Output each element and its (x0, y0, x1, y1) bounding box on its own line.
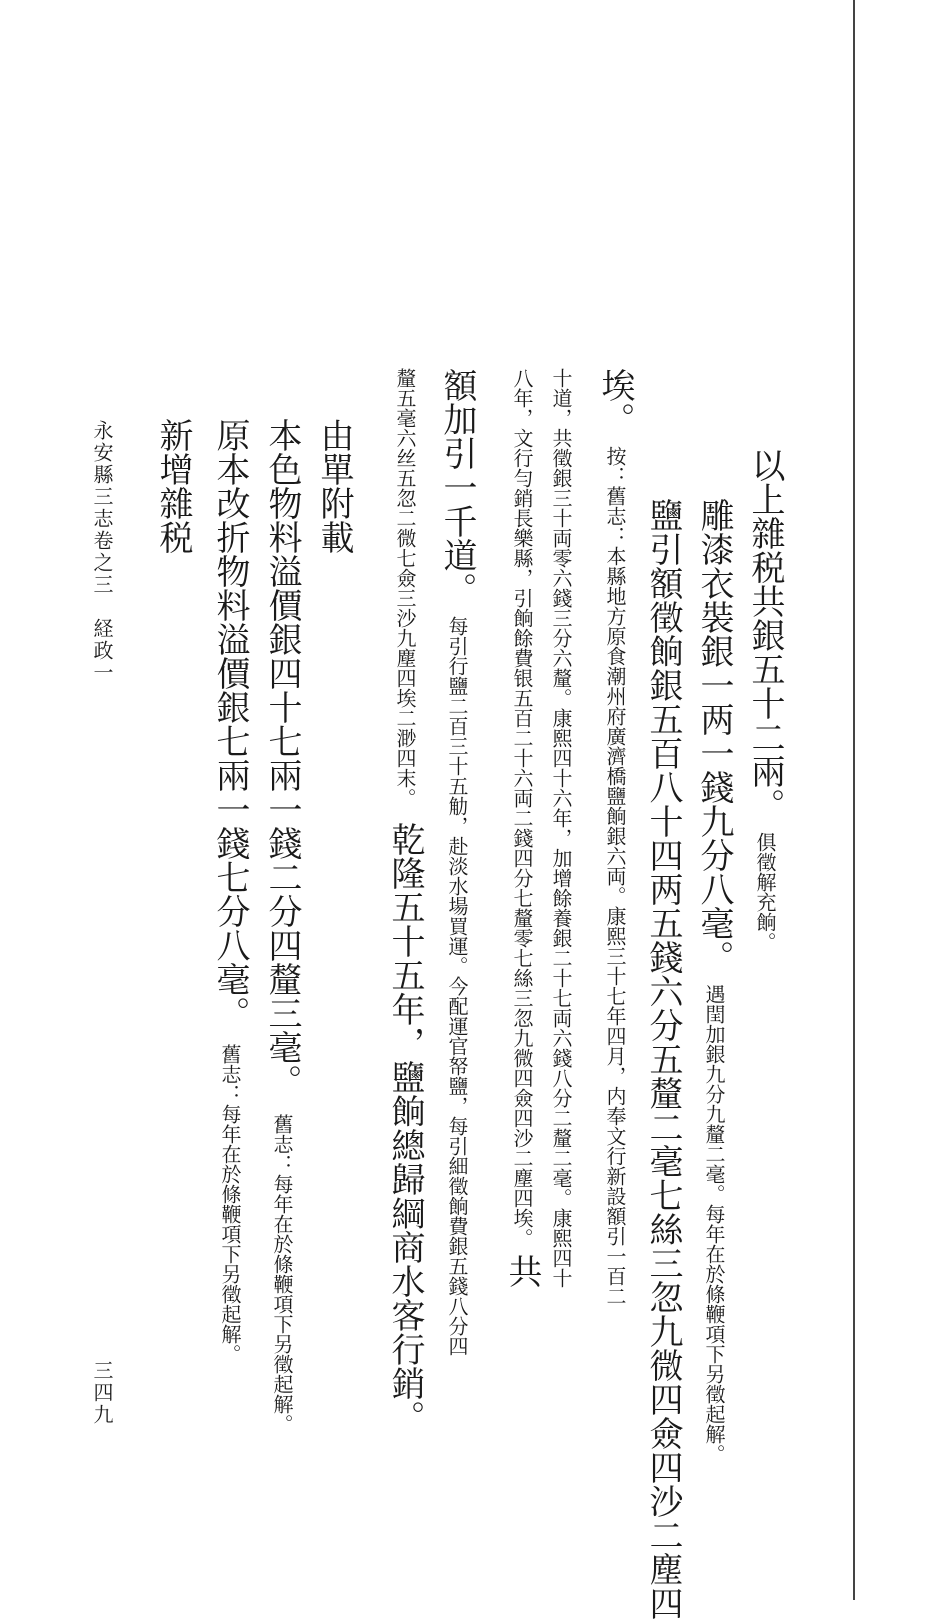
main-text: 鹽引額徵餉銀五百八十四两五錢六分五釐二毫七絲三忽九微四僉四沙二塵四 (643, 498, 683, 1620)
annotation-text: 遇閏加銀九分九釐二毫。每年在於條鞭項下另徵起解。 (702, 984, 726, 1464)
annotation-text: 釐五毫六丝五忽二微七僉三沙九塵四埃二渺四末。 (393, 368, 417, 808)
main-text: 以上雜税共銀五十二兩。 (745, 448, 785, 822)
text-column-7 (437, 368, 477, 1356)
text-column-11 (210, 418, 250, 1364)
page-number: 三四九 (90, 1360, 114, 1426)
main-text: 額加引一千道。 (437, 368, 477, 606)
annotation-text: 按：舊志：本縣地方原食潮州府廣濟橋鹽餉銀六両。康熙三十七年四月，内奉文行新設額引一百二 (603, 446, 627, 1306)
running-title: 永安縣三志卷之三 経政一 (90, 420, 114, 684)
section-heading: 由單附載 (314, 418, 354, 554)
page-edge-line (853, 0, 855, 1600)
text-column-6 (502, 368, 542, 1288)
annotation-text: 俱徵解充餉。 (753, 832, 777, 952)
main-text: 共 (502, 1254, 542, 1288)
main-text: 埃。 (595, 368, 635, 436)
text-column-10 (262, 418, 302, 1434)
main-text: 乾隆五十五年，鹽餉總歸綱商水客行銷。 (385, 822, 425, 1434)
text-column-9 (314, 418, 354, 554)
annotation-text: 每引行鹽二百三十五觔，赴淡水場買運。今配運官帑鹽，每引細徵餉費銀五錢八分四 (445, 616, 469, 1356)
annotation-text: 八年，文行勻銷長樂縣，引餉餘費银五百二十六両二錢四分七釐零七絲三忽九微四僉四沙二塵四埃。 (510, 368, 534, 1248)
text-column-5 (551, 368, 571, 1288)
text-column-8 (385, 368, 425, 1434)
main-text: 本色物料溢價銀四十七兩一錢二分四釐三毫。 (262, 418, 302, 1098)
main-text: 雕漆衣裝銀一两一錢九分八毫。 (694, 498, 734, 974)
annotation-text: 十道，共徵銀三十両零六錢三分六釐。康熙四十六年，加增餘養銀二十七両六錢八分二釐二毫。康熙四十 (549, 368, 573, 1288)
main-text: 原本改折物料溢價銀七兩一錢七分八毫。 (210, 418, 250, 1030)
annotation-text: 舊志：每年在於條鞭項下另徵起解。 (218, 1044, 242, 1364)
annotation-text: 舊志：每年在於條鞭項下另徵起解。 (270, 1114, 294, 1434)
text-column-12 (153, 418, 193, 554)
text-column-4 (595, 368, 635, 1306)
text-column-2 (694, 498, 734, 1464)
text-column-1 (745, 448, 785, 952)
section-heading: 新增雜税 (153, 418, 193, 554)
text-column-3 (643, 498, 683, 1620)
